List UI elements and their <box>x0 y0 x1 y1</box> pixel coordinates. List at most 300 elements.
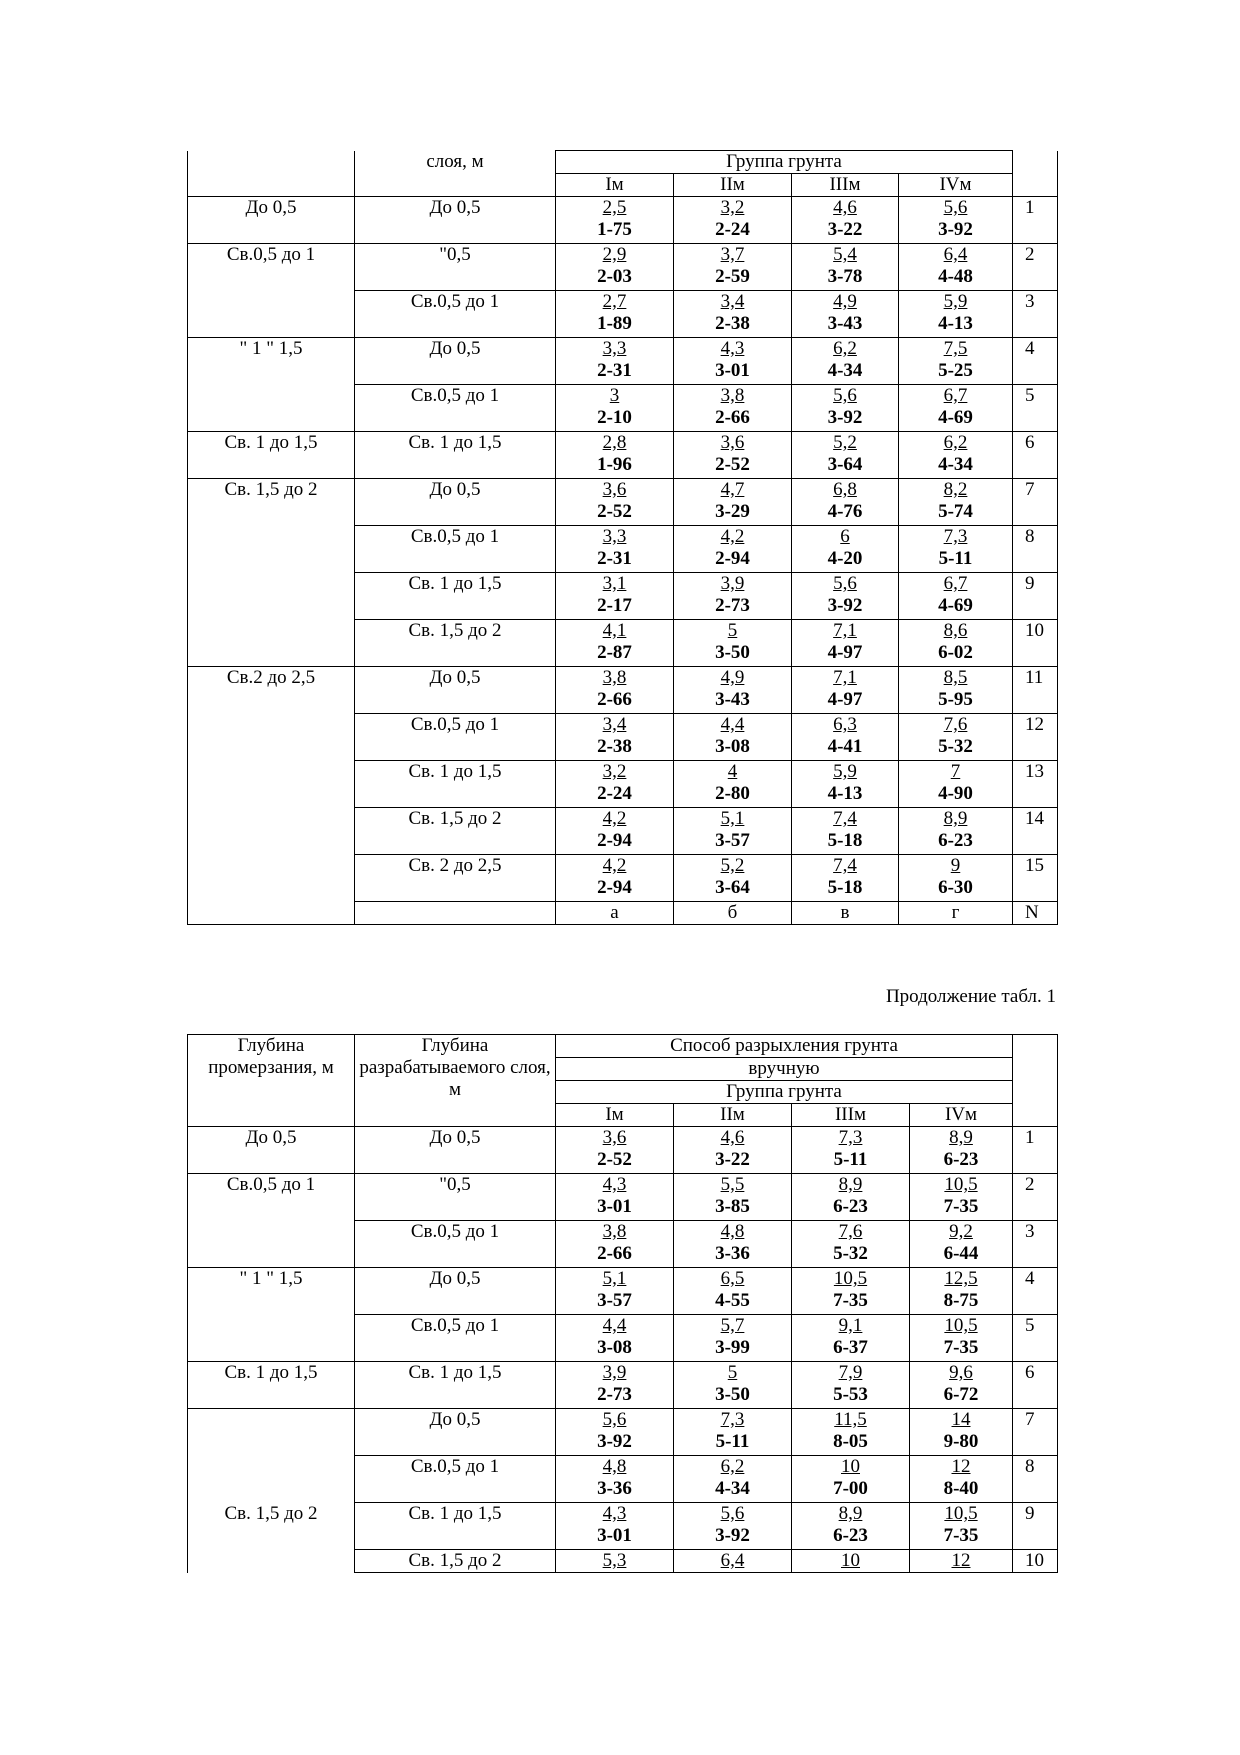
labor-value: 8,2 <box>943 479 968 500</box>
norm-cell <box>674 338 792 385</box>
price-value: 2-31 <box>597 548 632 569</box>
price-value: 6-37 <box>833 1337 868 1358</box>
labor-value: 6,4 <box>943 244 968 265</box>
labor-value: 8,9 <box>949 1127 973 1148</box>
norm-cell <box>556 667 674 714</box>
layer-depth-cell: Св. 1,5 до 2 <box>355 620 556 667</box>
labor-value: 3,6 <box>602 1127 627 1148</box>
labor-value: 10 <box>841 1550 860 1571</box>
price-value: 6-72 <box>943 1384 979 1405</box>
price-value: 5-11 <box>833 1149 868 1170</box>
row-number: 6 <box>1013 432 1058 479</box>
layer-depth-cell: Св. 1 до 1,5 <box>355 761 556 808</box>
price-value: 3-78 <box>827 266 863 287</box>
price-value: 7-35 <box>943 1525 979 1546</box>
norm-cell <box>556 1550 674 1573</box>
norm-cell <box>899 573 1013 620</box>
price-value: 4-55 <box>715 1290 750 1311</box>
labor-value: 7,9 <box>838 1362 863 1383</box>
price-value: 6-23 <box>833 1525 868 1546</box>
layer-depth-cell: Св. 1,5 до 2 <box>355 1550 556 1573</box>
labor-value: 10 <box>841 1456 860 1477</box>
norm-cell <box>556 1127 674 1174</box>
labor-value: 4,2 <box>720 526 745 547</box>
price-value: 2-52 <box>597 1149 632 1170</box>
labor-value: 5,9 <box>943 291 968 312</box>
column-letter: б <box>674 902 792 925</box>
labor-value: 5,5 <box>720 1174 745 1195</box>
norms-table-2 <box>187 1034 1058 1573</box>
norm-cell <box>792 667 899 714</box>
row-number: 12 <box>1013 714 1058 761</box>
price-value: 3-57 <box>715 830 750 851</box>
labor-value: 5,1 <box>602 1268 627 1289</box>
norm-cell <box>556 1174 674 1221</box>
norm-cell <box>792 620 899 667</box>
norm-cell <box>910 1315 1013 1362</box>
price-value: 2-94 <box>715 548 750 569</box>
norm-cell <box>792 1127 910 1174</box>
freeze-depth-cell: Св. 1 до 1,5 <box>188 432 355 479</box>
norm-cell <box>556 1503 674 1550</box>
layer-depth-cell: Св.0,5 до 1 <box>355 526 556 573</box>
labor-value: 10,5 <box>944 1503 978 1524</box>
price-value: 6-44 <box>943 1243 979 1264</box>
row-number: 8 <box>1013 526 1058 573</box>
labor-value: 9,6 <box>949 1362 973 1383</box>
norm-cell <box>899 667 1013 714</box>
labor-value: 5,4 <box>833 244 857 265</box>
labor-value: 4,8 <box>602 1456 627 1477</box>
norm-cell <box>556 244 674 291</box>
row-number: 2 <box>1013 244 1058 291</box>
norm-cell <box>899 526 1013 573</box>
labor-value: 7,4 <box>833 808 857 829</box>
price-value: 9-80 <box>943 1431 979 1452</box>
layer-depth-cell: До 0,5 <box>355 338 556 385</box>
norm-cell <box>899 244 1013 291</box>
labor-value: 5 <box>727 1362 738 1383</box>
layer-depth-cell: Св.0,5 до 1 <box>355 1221 556 1268</box>
price-value: 3-92 <box>827 595 863 616</box>
norm-cell <box>792 338 899 385</box>
labor-value: 6,2 <box>833 338 857 359</box>
norm-cell <box>674 1550 792 1573</box>
norm-cell <box>674 385 792 432</box>
norm-cell <box>910 1456 1013 1503</box>
freeze-depth-cell: Св.2 до 2,5 <box>188 667 355 925</box>
labor-value: 3,8 <box>720 385 745 406</box>
norm-cell <box>556 1362 674 1409</box>
price-value: 6-30 <box>938 877 973 898</box>
price-value: 2-94 <box>597 877 632 898</box>
column-letter: а <box>556 902 674 925</box>
layer-depth-cell: "0,5 <box>355 244 556 291</box>
freeze-depth-cell <box>188 1409 355 1573</box>
labor-value: 7,3 <box>838 1127 863 1148</box>
norm-cell <box>556 526 674 573</box>
norm-cell <box>674 1221 792 1268</box>
price-value: 4-41 <box>827 736 863 757</box>
norm-cell <box>792 197 899 244</box>
column-letter: N <box>1013 902 1058 925</box>
table-row <box>188 1409 1058 1456</box>
labor-value: 4,6 <box>720 1127 745 1148</box>
price-value: 2-52 <box>715 454 750 475</box>
norm-cell <box>792 1456 910 1503</box>
norm-cell <box>792 526 899 573</box>
price-value: 3-22 <box>827 219 863 240</box>
labor-value: 6,7 <box>943 385 968 406</box>
labor-value: 5,2 <box>833 432 857 453</box>
labor-value: 5,6 <box>602 1409 627 1430</box>
norm-cell <box>556 291 674 338</box>
norm-cell <box>899 855 1013 902</box>
layer-depth-cell: Св.0,5 до 1 <box>355 1456 556 1503</box>
layer-depth-cell: До 0,5 <box>355 1268 556 1315</box>
norm-cell <box>792 1362 910 1409</box>
price-value: 5-95 <box>938 689 973 710</box>
labor-value: 2,8 <box>602 432 627 453</box>
norm-cell <box>674 479 792 526</box>
labor-value: 7,1 <box>833 667 857 688</box>
price-value: 2-66 <box>597 689 632 710</box>
norm-cell <box>674 432 792 479</box>
price-value: 3-43 <box>827 313 863 334</box>
price-value: 2-73 <box>715 595 750 616</box>
price-value: 2-03 <box>597 266 632 287</box>
table-row <box>188 244 1058 291</box>
norm-cell <box>674 1268 792 1315</box>
price-value: 2-17 <box>597 595 632 616</box>
labor-value: 8,9 <box>838 1503 863 1524</box>
norm-cell <box>674 620 792 667</box>
labor-value: 6 <box>840 526 850 547</box>
norm-cell <box>674 667 792 714</box>
labor-value: 2,9 <box>602 244 627 265</box>
price-value: 2-87 <box>597 642 632 663</box>
row-number: 1 <box>1013 197 1058 244</box>
labor-value: 3,6 <box>720 432 745 453</box>
price-value: 3-85 <box>715 1196 750 1217</box>
group-header-3: IIIм <box>792 1104 910 1127</box>
layer-depth-cell: До 0,5 <box>355 479 556 526</box>
layer-depth-cell: До 0,5 <box>355 1409 556 1456</box>
labor-value: 10,5 <box>944 1174 978 1195</box>
labor-value: 9,1 <box>838 1315 863 1336</box>
row-number: 5 <box>1013 385 1058 432</box>
group-header-3: IIIм <box>792 174 899 197</box>
layer-depth-cell: Св.0,5 до 1 <box>355 714 556 761</box>
labor-value: 12 <box>951 1456 971 1477</box>
labor-value: 3,7 <box>720 244 745 265</box>
price-value: 3-08 <box>715 736 750 757</box>
labor-value: 3,8 <box>602 667 627 688</box>
price-value: 6-02 <box>938 642 973 663</box>
layer-depth-cell: До 0,5 <box>355 1127 556 1174</box>
price-value: 5-18 <box>827 830 863 851</box>
price-value: 8-75 <box>943 1290 979 1311</box>
labor-value: 6,8 <box>833 479 857 500</box>
labor-value: 4,9 <box>720 667 745 688</box>
labor-value: 10,5 <box>833 1268 868 1289</box>
price-value: 1-89 <box>597 313 632 334</box>
price-value: 3-36 <box>597 1478 632 1499</box>
labor-value: 3,4 <box>602 714 627 735</box>
table-row <box>188 338 1058 385</box>
norm-cell <box>556 197 674 244</box>
labor-value: 9 <box>950 855 961 876</box>
norm-cell <box>899 620 1013 667</box>
norm-cell <box>674 197 792 244</box>
norm-cell <box>792 1550 910 1573</box>
labor-value: 8,5 <box>943 667 968 688</box>
norm-cell <box>556 1315 674 1362</box>
norm-cell <box>910 1409 1013 1456</box>
price-value: 3-50 <box>715 642 750 663</box>
layer-depth-header: Глубина разрабатываемого слоя, м <box>355 1035 556 1127</box>
norm-cell <box>674 1362 792 1409</box>
labor-value: 3,4 <box>720 291 745 312</box>
norm-cell <box>910 1268 1013 1315</box>
price-value: 5-53 <box>833 1384 868 1405</box>
labor-value: 4 <box>727 761 738 782</box>
norm-cell <box>556 620 674 667</box>
group-header-4: IVм <box>910 1104 1013 1127</box>
norm-cell <box>899 808 1013 855</box>
price-value: 3-64 <box>827 454 863 475</box>
labor-value: 5,6 <box>720 1503 745 1524</box>
norm-cell <box>899 714 1013 761</box>
labor-value: 3,1 <box>602 573 627 594</box>
labor-value: 6,7 <box>943 573 968 594</box>
norm-cell <box>556 338 674 385</box>
price-value: 3-43 <box>715 689 750 710</box>
table-row <box>188 1174 1058 1221</box>
soil-group-header: Группа грунта <box>556 151 1013 174</box>
price-value: 5-32 <box>833 1243 868 1264</box>
norm-cell <box>674 714 792 761</box>
norm-cell <box>899 432 1013 479</box>
norm-cell <box>792 855 899 902</box>
freeze-depth-cell: " 1 " 1,5 <box>188 338 355 432</box>
norm-cell <box>899 338 1013 385</box>
labor-value: 4,3 <box>602 1503 627 1524</box>
norm-cell <box>792 1268 910 1315</box>
labor-value: 5,6 <box>833 573 857 594</box>
labor-value: 7 <box>950 761 961 782</box>
row-number: 3 <box>1013 291 1058 338</box>
norm-cell <box>792 432 899 479</box>
price-value: 2-31 <box>597 360 632 381</box>
price-value: 2-38 <box>715 313 750 334</box>
labor-value: 7,3 <box>720 1409 745 1430</box>
labor-value: 3,3 <box>602 526 627 547</box>
price-value: 1-75 <box>597 219 632 240</box>
norm-cell <box>556 714 674 761</box>
norm-cell <box>792 1221 910 1268</box>
norm-cell <box>792 1409 910 1456</box>
norm-cell <box>556 1456 674 1503</box>
price-value: 4-69 <box>938 595 973 616</box>
row-number: 15 <box>1013 855 1058 902</box>
group-header-2: IIм <box>674 174 792 197</box>
norm-cell <box>792 808 899 855</box>
table-row <box>188 1362 1058 1409</box>
labor-value: 3,6 <box>602 479 627 500</box>
norm-cell <box>899 761 1013 808</box>
labor-value: 4,3 <box>720 338 745 359</box>
layer-depth-cell: Св. 1 до 1,5 <box>355 1362 556 1409</box>
norm-cell <box>899 197 1013 244</box>
labor-value: 2,5 <box>602 197 627 218</box>
layer-depth-cell: До 0,5 <box>355 667 556 714</box>
table-row <box>188 479 1058 526</box>
labor-value: 5,3 <box>602 1550 627 1571</box>
table-row <box>188 432 1058 479</box>
price-value: 3-64 <box>715 877 750 898</box>
norm-cell <box>556 855 674 902</box>
labor-value: 5,2 <box>720 855 745 876</box>
norm-cell <box>556 808 674 855</box>
norm-cell <box>792 291 899 338</box>
price-value: 3-08 <box>597 1337 632 1358</box>
row-number: 5 <box>1013 1315 1058 1362</box>
norm-cell <box>556 385 674 432</box>
price-value: 5-18 <box>827 877 863 898</box>
group-header-1: Iм <box>556 174 674 197</box>
price-value: 3-92 <box>597 1431 632 1452</box>
price-value: 5-11 <box>938 548 973 569</box>
norm-cell <box>792 244 899 291</box>
labor-value: 9,2 <box>949 1221 973 1242</box>
norm-cell <box>674 855 792 902</box>
labor-value: 8,9 <box>838 1174 863 1195</box>
labor-value: 3,9 <box>720 573 745 594</box>
row-number: 13 <box>1013 761 1058 808</box>
norm-cell <box>556 761 674 808</box>
norm-cell <box>910 1503 1013 1550</box>
method-header: Способ разрыхления грунта <box>556 1035 1013 1058</box>
price-value: 4-13 <box>827 783 863 804</box>
norm-cell <box>674 1315 792 1362</box>
row-number: 8 <box>1013 1456 1058 1503</box>
labor-value: 4,2 <box>602 855 627 876</box>
freeze-depth-header <box>188 151 355 197</box>
price-value: 2-94 <box>597 830 632 851</box>
norm-cell <box>556 1221 674 1268</box>
norm-cell <box>910 1127 1013 1174</box>
price-value: 3-92 <box>938 219 973 240</box>
norm-cell <box>674 573 792 620</box>
table-row <box>188 1127 1058 1174</box>
row-number: 14 <box>1013 808 1058 855</box>
price-value: 1-96 <box>597 454 632 475</box>
freeze-depth-cell: Св. 1,5 до 2 <box>188 479 355 667</box>
price-value: 5-25 <box>938 360 973 381</box>
norm-cell <box>792 1174 910 1221</box>
row-number: 10 <box>1013 1550 1058 1573</box>
labor-value: 5,9 <box>833 761 857 782</box>
layer-depth-cell: Св.0,5 до 1 <box>355 1315 556 1362</box>
labor-value: 5,6 <box>943 197 968 218</box>
freeze-depth-cell: " 1 " 1,5 <box>188 1268 355 1362</box>
norm-cell <box>674 808 792 855</box>
freeze-depth-header: Глубина промерзания, м <box>188 1035 355 1127</box>
norm-cell <box>792 1503 910 1550</box>
soil-group-header: Группа грунта <box>556 1081 1013 1104</box>
labor-value: 4,3 <box>602 1174 627 1195</box>
norm-cell <box>674 244 792 291</box>
layer-depth-cell: Св. 1 до 1,5 <box>355 432 556 479</box>
price-value: 2-10 <box>597 407 632 428</box>
price-value: 3-29 <box>715 501 750 522</box>
labor-value: 12,5 <box>944 1268 978 1289</box>
labor-value: 7,6 <box>943 714 968 735</box>
labor-value: 12 <box>951 1550 971 1571</box>
table-row <box>188 667 1058 714</box>
price-value: 4-97 <box>827 689 863 710</box>
labor-value: 7,4 <box>833 855 857 876</box>
row-number: 1 <box>1013 1127 1058 1174</box>
labor-value: 5,6 <box>833 385 857 406</box>
norm-cell <box>674 761 792 808</box>
method-value-header: вручную <box>556 1058 1013 1081</box>
labor-value: 3 <box>609 385 620 406</box>
freeze-depth-cell: До 0,5 <box>188 1127 355 1174</box>
column-letter: в <box>792 902 899 925</box>
labor-value: 5,1 <box>720 808 745 829</box>
norm-cell <box>556 573 674 620</box>
labor-value: 7,3 <box>943 526 968 547</box>
labor-value: 6,2 <box>720 1456 745 1477</box>
group-header-1: Iм <box>556 1104 674 1127</box>
freeze-depth-cell: До 0,5 <box>188 197 355 244</box>
row-number: 9 <box>1013 1503 1058 1550</box>
row-number: 4 <box>1013 338 1058 385</box>
price-value: 2-24 <box>715 219 750 240</box>
labor-value: 4,2 <box>602 808 627 829</box>
labor-value: 3,9 <box>602 1362 627 1383</box>
labor-value: 11,5 <box>834 1409 867 1430</box>
norm-cell <box>910 1550 1013 1573</box>
norm-cell <box>556 479 674 526</box>
norm-cell <box>792 761 899 808</box>
layer-depth-cell: Св. 1 до 1,5 <box>355 573 556 620</box>
price-value: 6-23 <box>943 1149 979 1170</box>
price-value: 5-74 <box>938 501 973 522</box>
column-letter: г <box>899 902 1013 925</box>
layer-depth-cell <box>355 902 556 925</box>
price-value: 3-92 <box>827 407 863 428</box>
table-continuation-caption: Продолжение табл. 1 <box>885 986 1056 1007</box>
norm-cell <box>910 1174 1013 1221</box>
labor-value: 6,2 <box>943 432 968 453</box>
freeze-depth-cell: Св.0,5 до 1 <box>188 244 355 338</box>
labor-value: 4,1 <box>602 620 627 641</box>
row-number: 7 <box>1013 479 1058 526</box>
row-number-header <box>1013 1035 1058 1127</box>
table-row <box>188 1268 1058 1315</box>
price-value: 7-35 <box>943 1337 979 1358</box>
labor-value: 3,2 <box>720 197 745 218</box>
norm-cell <box>674 1174 792 1221</box>
price-value: 3-01 <box>597 1525 632 1546</box>
labor-value: 4,6 <box>833 197 857 218</box>
norm-cell <box>910 1362 1013 1409</box>
layer-depth-cell: "0,5 <box>355 1174 556 1221</box>
labor-value: 3,2 <box>602 761 627 782</box>
